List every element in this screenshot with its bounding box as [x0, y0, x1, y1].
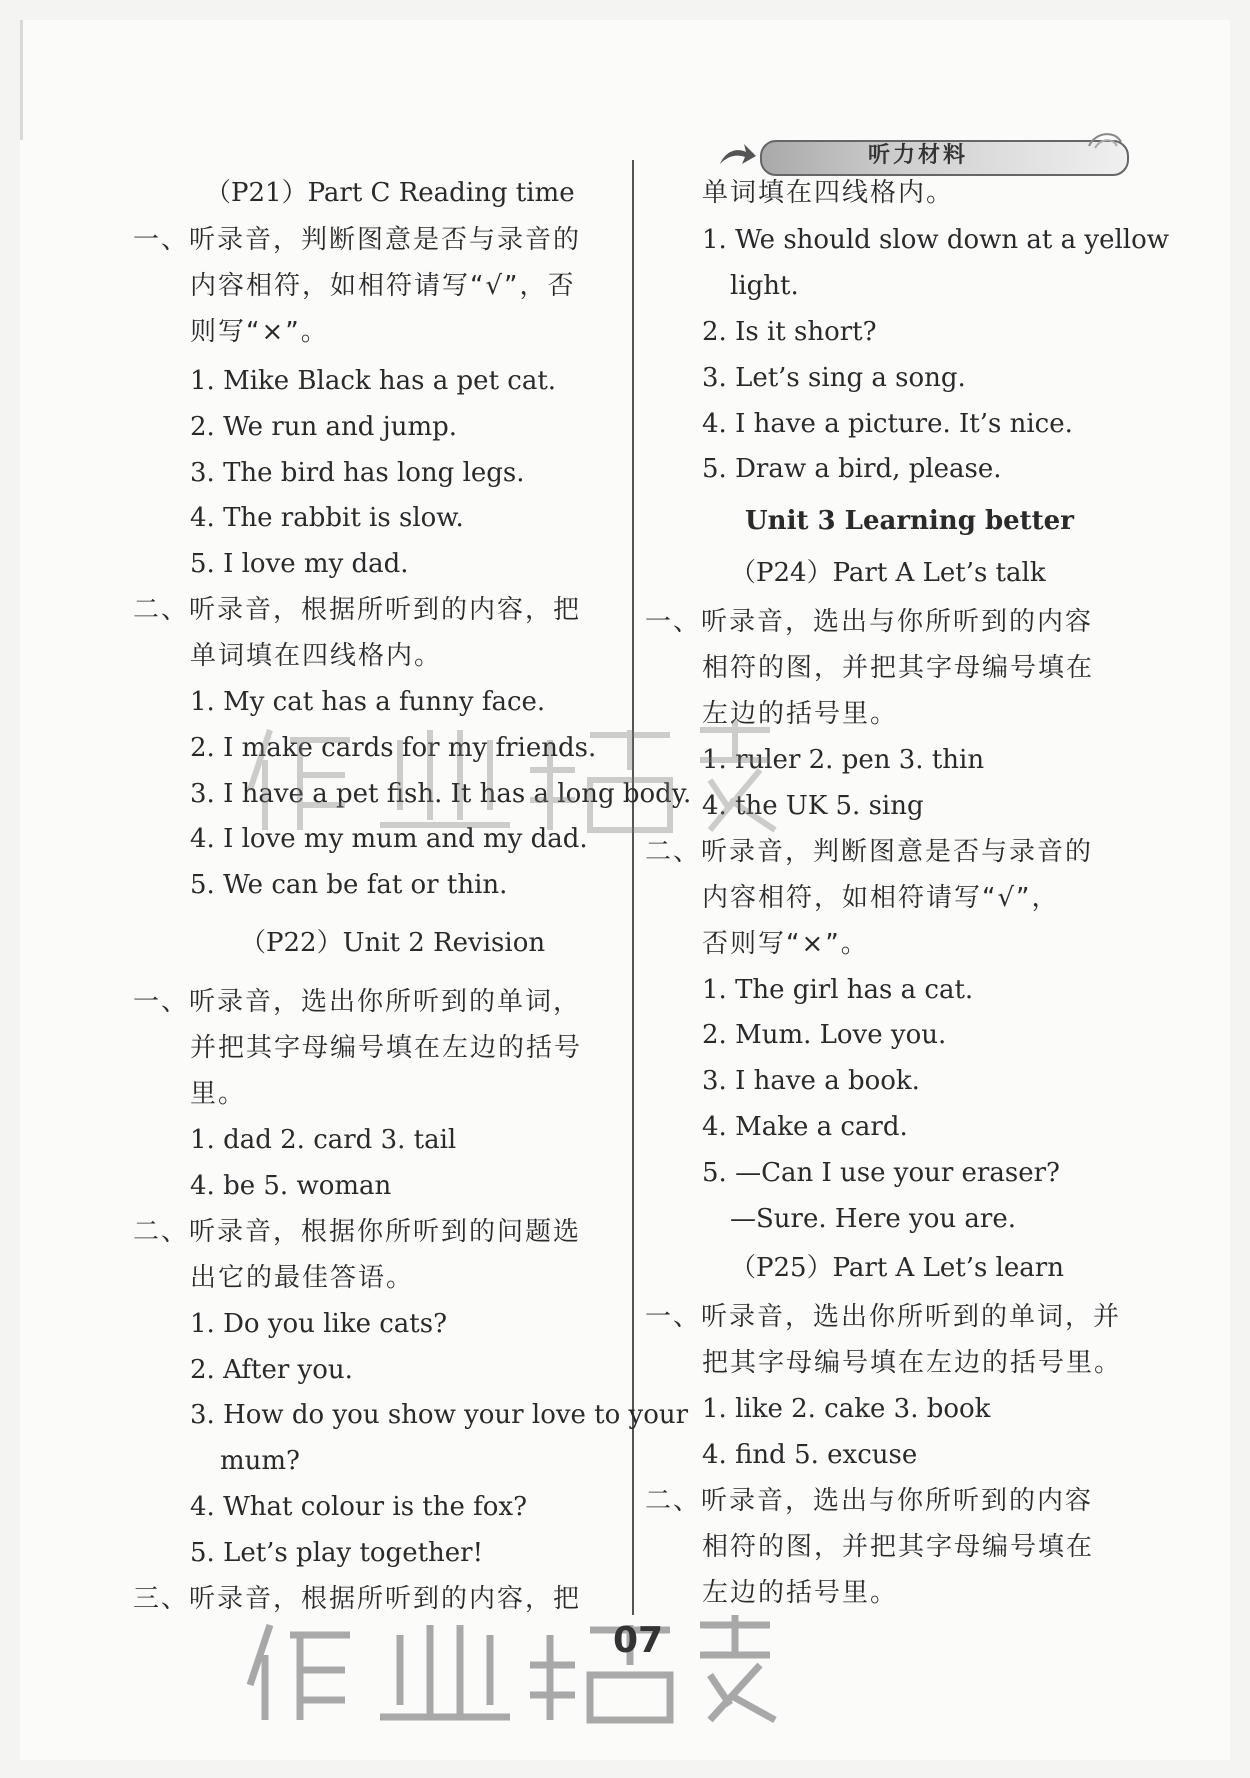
arrow-icon: [718, 140, 758, 172]
left-line: 一、听录音，判断图意是否与录音的: [133, 225, 582, 255]
right-line: 左边的括号里。: [702, 1578, 899, 1608]
page-edge-line: [20, 20, 23, 140]
right-line: 内容相符，如相符请写“√”，: [702, 883, 1060, 913]
left-line: 内容相符，如相符请写“√”，否: [190, 271, 576, 301]
left-line: 出它的最佳答语。: [190, 1263, 415, 1293]
left-line: （P21）Part C Reading time: [205, 178, 575, 208]
right-line: 2. Mum. Love you.: [702, 1020, 947, 1050]
right-line: 相符的图，并把其字母编号填在: [702, 1532, 1095, 1562]
right-line: （P24）Part A Let’s talk: [730, 558, 1046, 588]
left-line: 5. We can be fat or thin.: [190, 870, 508, 900]
left-line: mum?: [220, 1446, 300, 1476]
left-line: 二、听录音，根据你所听到的问题选: [133, 1217, 582, 1247]
page-number: 07: [613, 1620, 664, 1661]
right-line: light.: [730, 271, 799, 301]
left-line: 2. After you.: [190, 1355, 353, 1385]
left-line: 并把其字母编号填在左边的括号: [190, 1033, 583, 1063]
right-line: 4. Make a card.: [702, 1112, 908, 1142]
right-line: 二、听录音，判断图意是否与录音的: [645, 837, 1094, 867]
left-line: 三、听录音，根据所听到的内容，把: [133, 1584, 582, 1614]
right-line: Unit 3 Learning better: [745, 506, 1074, 536]
left-line: 4. What colour is the fox?: [190, 1492, 528, 1522]
right-line: 4. the UK 5. sing: [702, 791, 924, 821]
left-line: 2. I make cards for my friends.: [190, 733, 597, 763]
left-line: 则写“×”。: [190, 317, 329, 347]
right-line: 单词填在四线格内。: [702, 178, 955, 208]
left-line: 1. Mike Black has a pet cat.: [190, 366, 557, 396]
left-line: 单词填在四线格内。: [190, 641, 443, 671]
left-line: 5. I love my dad.: [190, 549, 409, 579]
right-line: 把其字母编号填在左边的括号里。: [702, 1348, 1123, 1378]
right-line: —Sure. Here you are.: [730, 1204, 1016, 1234]
right-line: 1. ruler 2. pen 3. thin: [702, 745, 985, 775]
left-line: 二、听录音，根据所听到的内容，把: [133, 595, 582, 625]
right-line: 否则写“×”。: [702, 929, 869, 959]
left-line: 1. My cat has a funny face.: [190, 687, 546, 717]
right-line: 3. Let’s sing a song.: [702, 363, 966, 393]
header-title: 听力材料: [868, 143, 969, 168]
left-line: 3. How do you show your love to your: [190, 1400, 689, 1430]
left-line: 5. Let’s play together!: [190, 1538, 484, 1568]
right-line: 2. Is it short?: [702, 317, 877, 347]
right-line: 3. I have a book.: [702, 1066, 920, 1096]
right-line: 1. like 2. cake 3. book: [702, 1394, 991, 1424]
right-line: 一、听录音，选出你所听到的单词，并: [645, 1302, 1122, 1332]
right-line: 左边的括号里。: [702, 699, 899, 729]
right-line: 1. The girl has a cat.: [702, 975, 974, 1005]
right-line: 一、听录音，选出与你所听到的内容: [645, 607, 1094, 637]
left-line: 2. We run and jump.: [190, 412, 458, 442]
watermark-logo: [230, 700, 790, 840]
left-line: 3. The bird has long legs.: [190, 458, 525, 488]
right-line: 4. find 5. excuse: [702, 1440, 918, 1470]
left-line: 里。: [190, 1079, 247, 1109]
left-line: 一、听录音，选出你所听到的单词，: [133, 987, 582, 1017]
right-line: 相符的图，并把其字母编号填在: [702, 653, 1095, 683]
left-line: 3. I have a pet fish. It has a long body.: [190, 779, 692, 809]
right-line: 5. Draw a bird, please.: [702, 454, 1002, 484]
left-line: 1. dad 2. card 3. tail: [190, 1125, 457, 1155]
right-line: 二、听录音，选出与你所听到的内容: [645, 1486, 1094, 1516]
swirl-icon: [1085, 128, 1125, 156]
watermark-logo-bottom: [230, 1605, 790, 1725]
left-line: （P22）Unit 2 Revision: [240, 928, 546, 958]
left-line: 4. I love my mum and my dad.: [190, 824, 588, 854]
left-line: 1. Do you like cats?: [190, 1309, 448, 1339]
left-line: 4. The rabbit is slow.: [190, 503, 464, 533]
right-line: 5. —Can I use your eraser?: [702, 1158, 1060, 1188]
right-line: 1. We should slow down at a yellow: [702, 225, 1170, 255]
left-line: 4. be 5. woman: [190, 1171, 392, 1201]
right-line: （P25）Part A Let’s learn: [730, 1253, 1064, 1283]
right-line: 4. I have a picture. It’s nice.: [702, 409, 1073, 439]
